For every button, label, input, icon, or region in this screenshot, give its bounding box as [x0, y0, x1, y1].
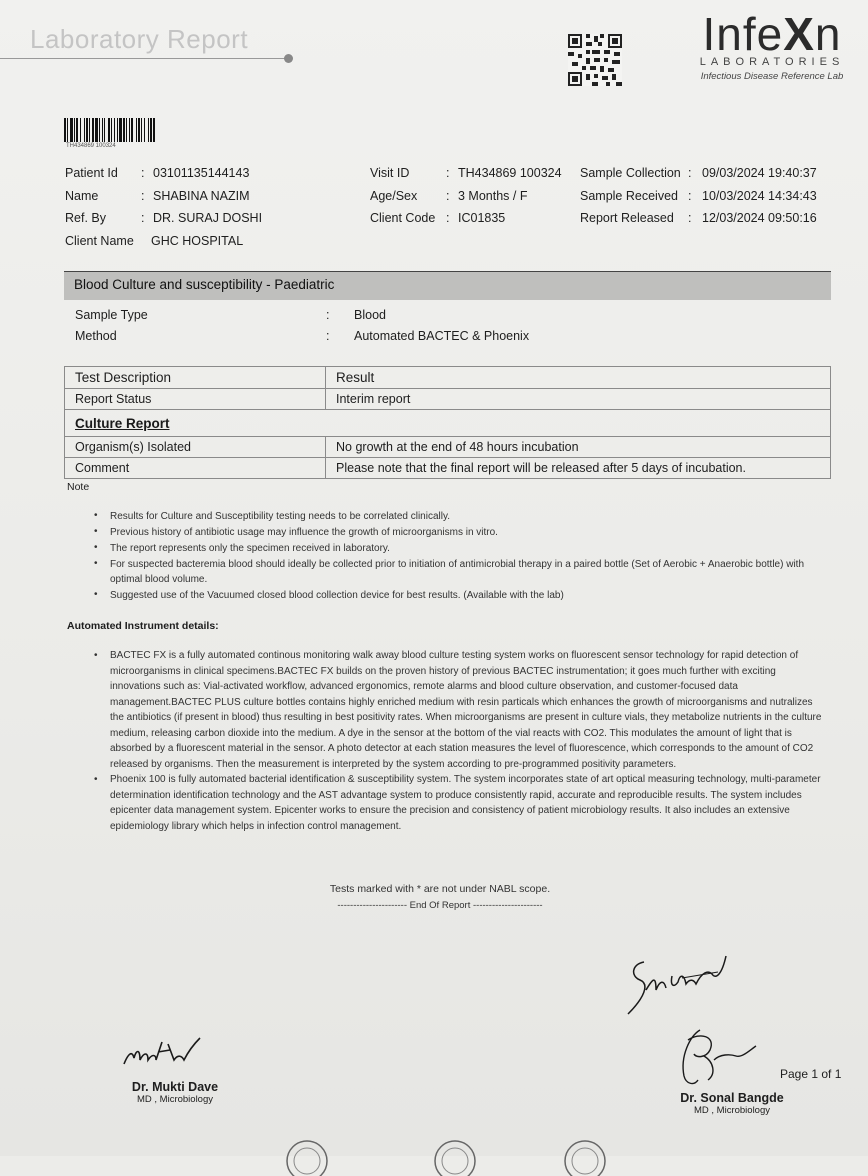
client-name: GHC HOSPITAL — [151, 233, 244, 248]
table-header-row — [65, 367, 831, 389]
table-row — [65, 410, 831, 437]
signature-shalini-icon — [622, 950, 742, 1020]
accreditation-seal-icon — [282, 1136, 332, 1176]
instrument-details-label: Automated Instrument details: — [67, 620, 219, 632]
signature-sonal-icon — [670, 1026, 760, 1090]
age-sex: 3 Months / F — [458, 188, 528, 203]
culture-report-heading: Culture Report — [75, 415, 170, 431]
list-item: • Results for Culture and Susceptibility testing needs to be correlated clinically. — [94, 510, 814, 525]
certified-seal-icon — [560, 1136, 610, 1176]
doctor-sonal: Dr. Sonal Bangde MD , Microbiology — [680, 1091, 784, 1116]
sample-collection: 09/03/2024 19:40:37 — [702, 166, 817, 180]
doctor-mukti: Dr. Mukti Dave MD , Microbiology — [131, 1080, 219, 1105]
patient-info-right: Sample Collection : 09/03/2024 19:40:37 Sample Received : 10/03/2024 14:34:43 Report Released : 12/03/2024 09:50:16 — [580, 166, 817, 225]
accreditation-seal-icon — [430, 1136, 480, 1176]
report-status-value: Interim report — [326, 389, 831, 410]
list-item: • The report represents only the specimen received in laboratory. — [94, 542, 814, 557]
signature-mukti-icon — [118, 1030, 208, 1072]
result-table — [64, 366, 831, 479]
section-title: Blood Culture and susceptibility - Paediatric — [74, 277, 335, 292]
list-item: • Previous history of antibiotic usage may influence the growth of microorganisms in vitro. — [94, 526, 814, 541]
section-title-bar — [64, 271, 831, 300]
note-label: Note — [67, 481, 90, 493]
header-rule — [0, 58, 290, 59]
qr-code-icon — [568, 34, 622, 86]
method-value: Automated BACTEC & Phoenix — [354, 329, 530, 343]
list-item: • BACTEC FX is a fully automated continous monitoring walk away blood culture testing system works on fluorescent sensor technology for rapid detection of microorganisms in clinical specimens.BACTEC FX builds on the proven history of previous BACTEC instrumentation; it goes much further with exciting innovations such as: Vial-activated workflow, advanced ergonomics, remote alarms and blood culture observation, and customer-focused data management.BACTEC PLUS culture bottles contains highly enriched medium with resin particals which enhances the growth of microorganisms and nutralizes the antibiotics (if present in blood) thus resulting in best positivity rates. When microorganisms are present in culture vials, they metabolize nutrients in the culture medium, releasing carbon dioxide into the medium. A dye in the sensor at the bottom of the vial reacts with CO2. This modulates the amount of light that is absorbed by a fluorescent material in the sensor. A photo detector at each station measures the level of fluorescence, which corresponds to the amount of CO2 released by organisms. Then the measurement is interpreted by the system according to pre-programmed positivity parameters. — [94, 648, 824, 772]
report-page: Laboratory Report InfeXn LABORATORIES Infectious Disease Reference Lab TH434869 100324 Patient Id : 03101135144143 Name : SHABINA NAZIM Ref. By : DR. SURAJ DOSHI Client Name GHC HOSPITAL Visit ID : TH434869 100324 Age/Sex : 3 Months / F Client Code : IC01835 Sample Collection : 09/03/2024 19:40:37 Sample Received : 10/03/2024 14:34:43 Report Released : 12/03/2024 09:50:16 Blood Culture and susceptibility - Paediatric Sample Type : Blood Method : Automated BACTEC & Phoenix Test Description Result Report Status Interim report Culture Report Organism(s) Isolated No growth at the end of 48 hours incubation Comment Please note that the final report will be released after 5 days of incubation. Note • Results for Culture and Susceptibility testing needs to be correlated clinically. • Previous history of antibiotic usage may influence the growth of microorganisms in vitro. • The report represents only the specimen received in laboratory. • For suspected bacteremia blood should ideally be collected prior to initiation of antimicrobial therapy in a paired bottle (Set of Aerobic + Anaerobic bottle) with optimal blood volume. • Suggested use of the Vacuumed closed blood collection device for best results. (Available with the lab) Automated Instrument details: • BACTEC FX is a fully automated continous monitoring walk away blood culture testing system works on fluorescent sensor technology for rapid detection of microorganisms in clinical specimens.BACTEC FX builds on the proven history of previous BACTEC instrumentation; it goes much further with exciting innovations such as: Vial-activated workflow, advanced ergonomics, remote alarms and blood culture observation, and customer-focused data management.BACTEC PLUS culture bottles contains highly enriched medium with resin particals which enhances the growth of microorganisms and nutralizes the antibiotics (if present in blood) thus resulting in best positivity rates. When microorganisms are present in culture vials, they metabolize nutrients in the culture medium, releasing carbon dioxide into the medium. A dye in the sensor at the bottom of the vial reacts with CO2. This modulates the amount of light that is absorbed by a fluorescent material in the sensor. A photo detector at each station measures the level of fluorescence, which corresponds to the amount of CO2 released by organisms. Then the measurement is interpreted by the system according to pre-programmed positivity parameters. • Phoenix 100 is fully automated bacterial identification & susceptibility system. The system incorporates state of art optical measuring technology, multi-parameter determination identification technology and the AST advantage system to produce consistently rapid, accurate and reproducible results. The system includes epicenter data management system. Epicenter works to ensure the precision and consistency of patient microbiology results. It also includes an extensive epidemiology library which helps in infection control management. Tests marked with * are not under NABL scope. ---------------------- End Of Report ---------------------- Dr. Mukti Dave MD , Microbiology Dr. Sonal Bangde MD , Microbiology Page 1 of 1 — [0, 0, 868, 1156]
visit-id: TH434869 100324 — [458, 166, 562, 180]
end-of-report: ---------------------- End Of Report ---------------------- — [337, 900, 543, 911]
sample-received: 10/03/2024 14:34:43 — [702, 188, 817, 203]
col-result: Result — [326, 367, 831, 389]
referred-by: DR. SURAJ DOSHI — [153, 211, 263, 225]
client-code: IC01835 — [458, 211, 506, 225]
report-released: 12/03/2024 09:50:16 — [702, 211, 817, 225]
table-row: Report Status Interim report — [65, 389, 831, 410]
patient-id: 03101135144143 — [153, 166, 250, 180]
list-item: • Suggested use of the Vacuumed closed blood collection device for best results. (Available with the lab) — [94, 589, 814, 604]
barcode-number: TH434869 100324 — [66, 143, 116, 149]
col-test-description: Test Description — [65, 367, 326, 389]
list-item: • Phoenix 100 is fully automated bacterial identification & susceptibility system. The system incorporates state of art optical measuring technology, multi-parameter determination identification technology and the AST advantage system to produce consistently rapid, accurate and reproducible results. The system includes epicenter data management system. Epicenter works to ensure the precision and consistency of patient microbiology results. It also includes an extensive epidemiology library which helps in infection control management. — [94, 772, 824, 834]
table-row: Organism(s) Isolated No growth at the end of 48 hours incubation — [65, 437, 831, 458]
sample-type-label: Sample Type — [75, 308, 148, 322]
table-row: Comment Please note that the final report will be released after 5 days of incubation. — [65, 458, 831, 479]
patient-info-mid: Visit ID : TH434869 100324 Age/Sex : 3 Months / F Client Code : IC01835 — [370, 166, 562, 225]
method-label: Method — [75, 329, 117, 343]
notes-list — [94, 510, 814, 605]
patient-name: SHABINA NAZIM — [153, 188, 250, 203]
organism-value: No growth at the end of 48 hours incubation — [326, 437, 831, 458]
nabl-note: Tests marked with * are not under NABL scope. — [329, 883, 551, 895]
report-header-title: Laboratory Report — [30, 24, 249, 54]
list-item: • For suspected bacteremia blood should ideally be collected prior to initiation of antimicrobial therapy in a paired bottle (Set of Aerobic + Anaerobic bottle) with optimal blood volume. — [94, 558, 814, 587]
barcode-icon — [64, 118, 240, 142]
brand-logo: InfeXn LABORATORIES Infectious Disease Reference Lab — [699, 8, 845, 82]
header-dot — [284, 54, 293, 63]
comment-value: Please note that the final report will be released after 5 days of incubation. — [326, 458, 831, 479]
instrument-list — [94, 648, 824, 834]
patient-info-left: Patient Id : 03101135144143 Name : SHABINA NAZIM Ref. By : DR. SURAJ DOSHI Client Name GHC HOSPITAL — [65, 166, 263, 248]
page-number: Page 1 of 1 — [780, 1067, 842, 1081]
sample-type-value: Blood — [354, 308, 386, 322]
